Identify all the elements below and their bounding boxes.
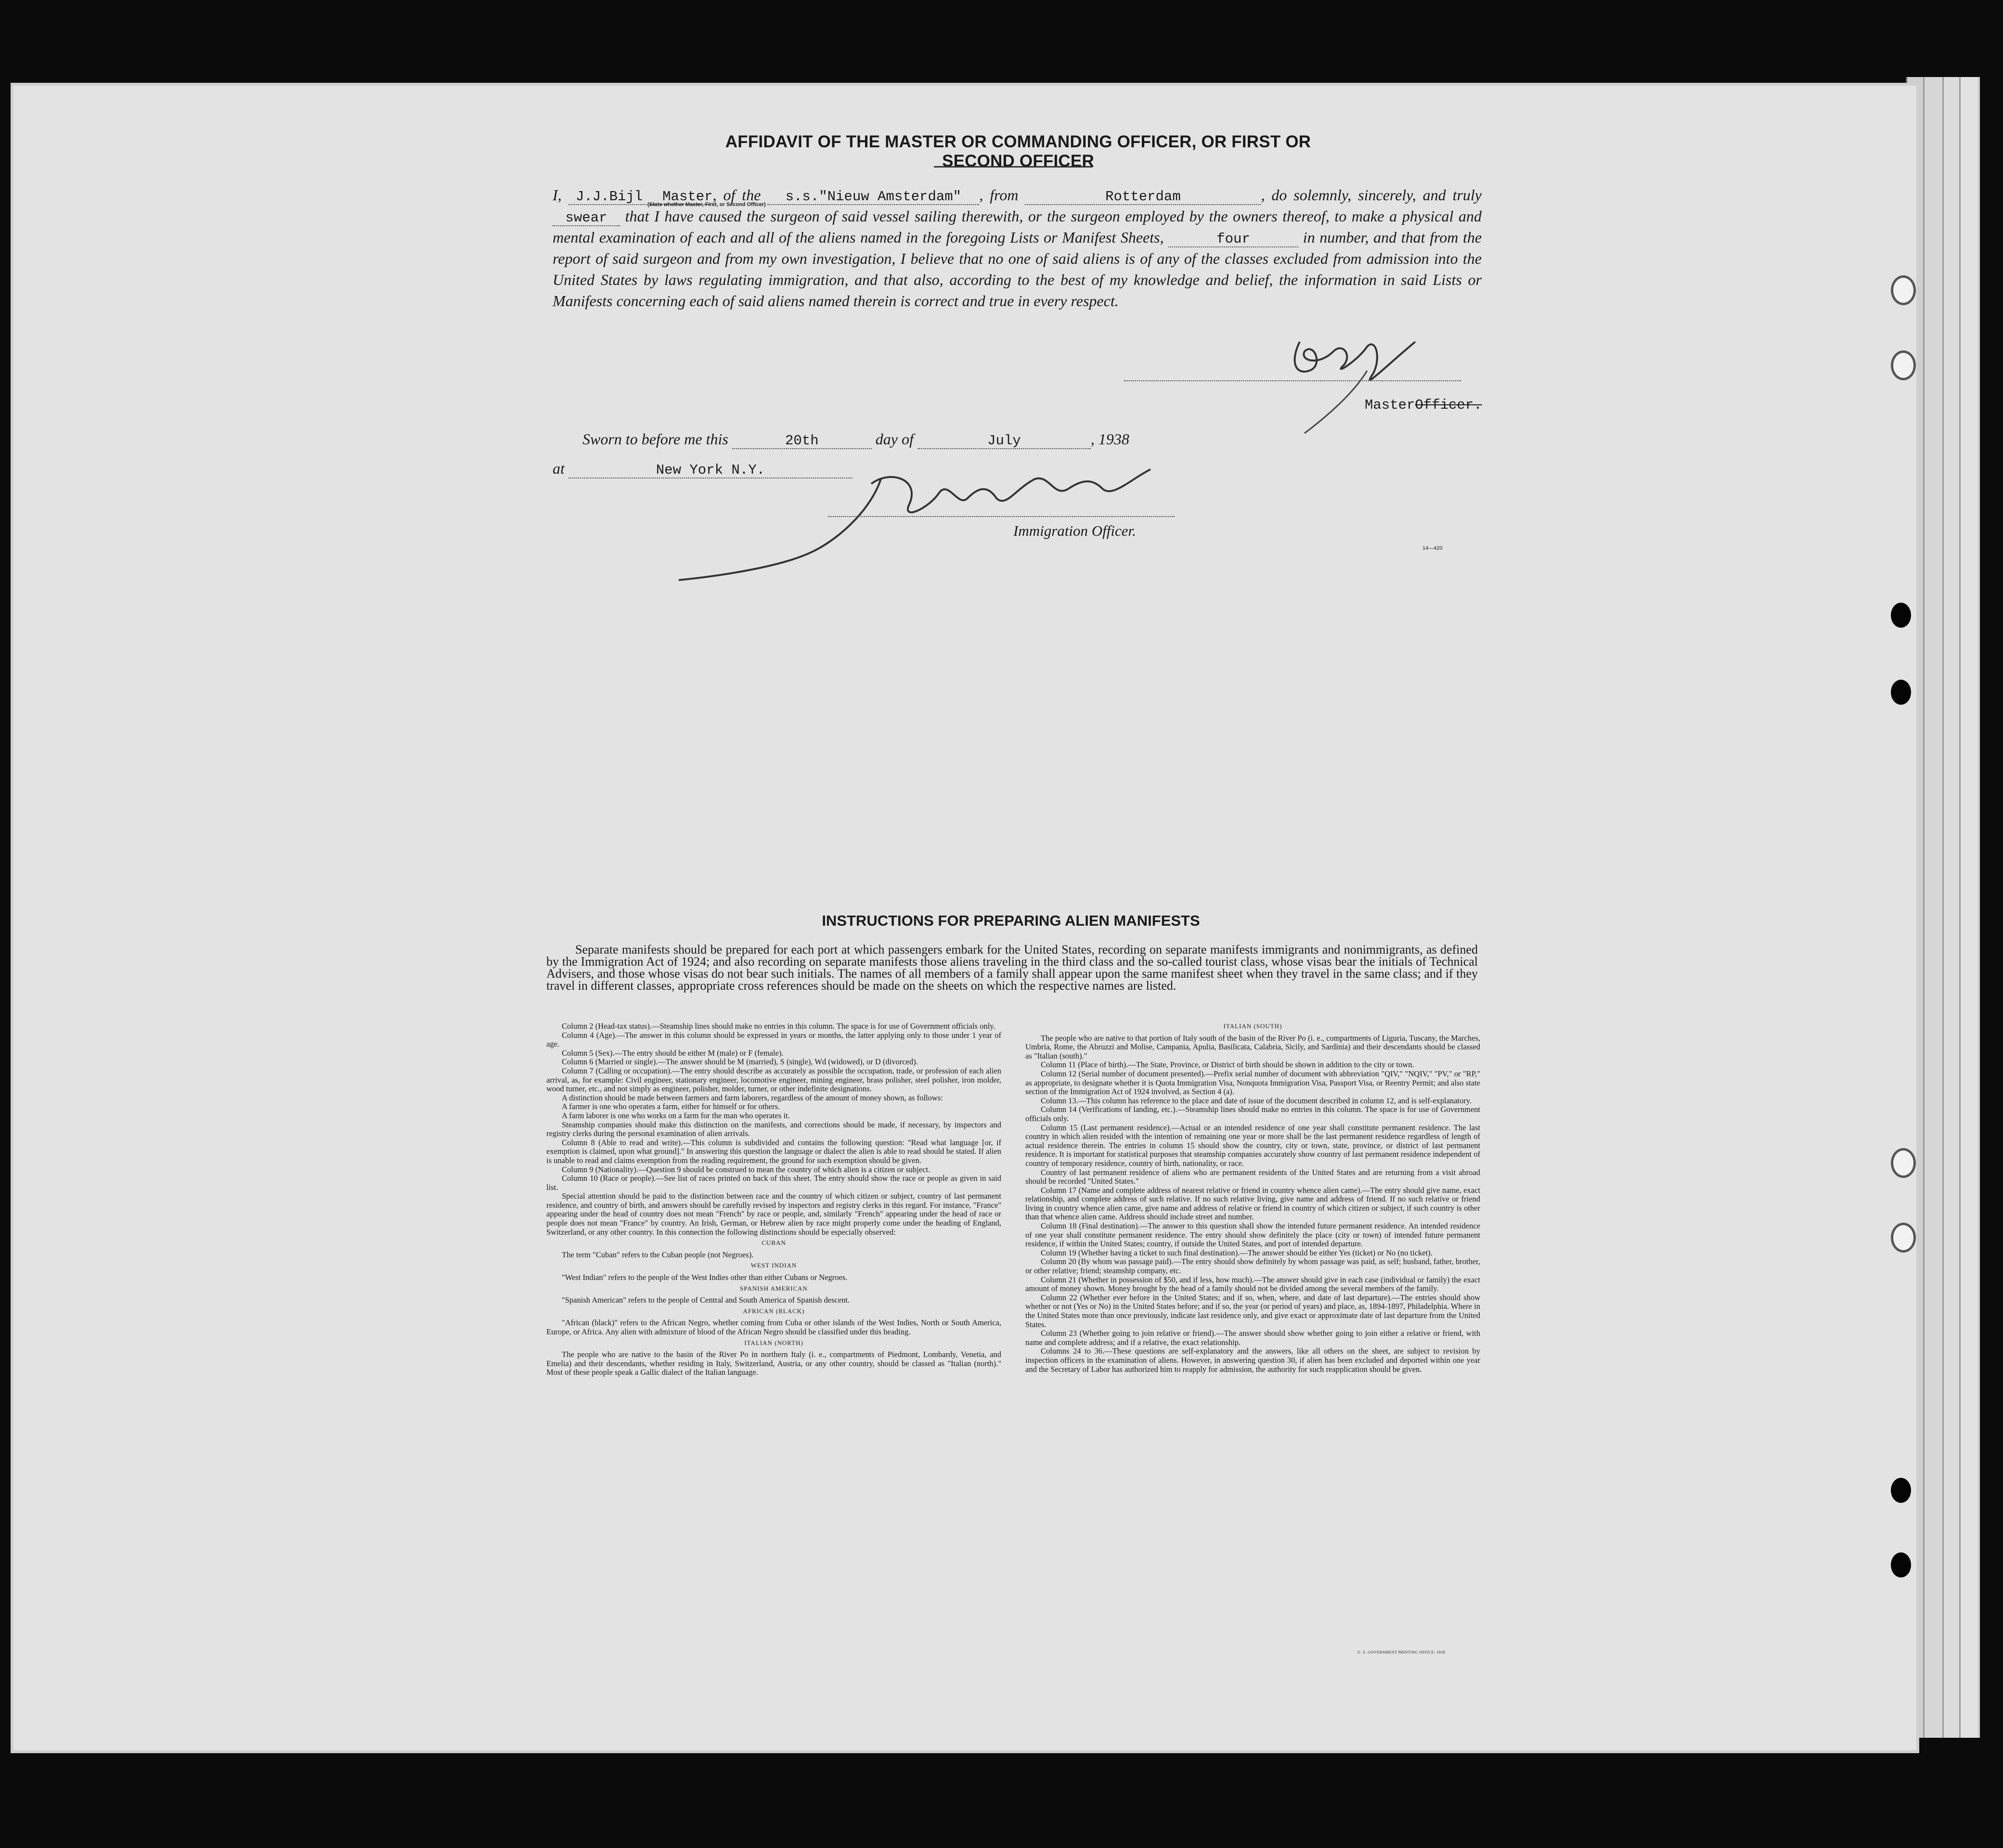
officer-signature-line — [828, 516, 1175, 517]
vessel-field: s.s."Nieuw Amsterdam" — [767, 190, 979, 205]
binder-hole — [1891, 1552, 1911, 1577]
paragraph: Column 9 (Nationality).—Question 9 should be construed to mean the country of which alien is a citizen or subject. — [562, 1164, 930, 1174]
paragraph: Column 23 (Whether going to join relative or friend).—The answer should show whether going to join either a relative or friend, with name and complete address; and if a relative, the exact relationship. — [1025, 1329, 1480, 1347]
binder-hole — [1891, 603, 1911, 628]
solemnly-text: solemnly, sincerely, and truly — [1293, 186, 1482, 204]
port-field: Rotterdam — [1025, 190, 1261, 205]
paragraph: The people who are native to that portion of Italy south of the basin of the River Po (i. e., compartments of Liguria, Tuscany, the Marches, Umbria, Rome, the Abruzzi and Molise, Campania, Apulia, Basilicata, Calabria, Sicily, and Sardinia) and their descendants should be classed as "Italian (south)." — [1025, 1033, 1480, 1060]
paragraph: A farmer is one who operates a farm, either for himself or for others. — [562, 1102, 780, 1111]
paragraph: Country of last permanent residence of aliens who are permanent residents of the United States and are returning from a visit abroad should be recorded "United States." — [1025, 1167, 1480, 1186]
paragraph: Column 8 (Able to read and write).—This column is subdivided and contains the following question: "Read what language [or, if exemption is claimed, upon what ground]." In answering this question the language or dialect the alien is able to read should be stated. If alien is unable to read and claims exemption from the reading requirement, the ground for such exemption should be given. — [546, 1137, 1001, 1165]
binder-hole — [1891, 275, 1916, 305]
instructions-right-column — [1025, 1022, 1480, 1374]
binder-hole — [1891, 350, 1916, 380]
master-label: Master — [1365, 397, 1415, 413]
paragraph: Column 6 (Married or single).—The answer should be M (married), S (single), Wd (widowed), or D (divorced). — [562, 1057, 918, 1067]
from-label: from — [990, 186, 1019, 204]
paragraph: Column 19 (Whether having a ticket to such final destination).—The answer should be either Yes (ticket) or No (no ticket). — [1041, 1248, 1433, 1257]
affidavit-body: I, J.J.Bijl Master, of the s.s."Nieuw Amsterdam" , from Rotterdam , do solemnly, sincerely, and truly swear that I have caused the surgeon of said vessel sailing therewith, or the surgeon employed by the owners thereof, to make a physical and mental examination of each and all of the aliens named in the foregoing Lists or Manifest Sheets, four in number, and that from the report of said surgeon and from my own investigation, I believe that no one of said aliens is of any of the classes excluded from admission into the United States by laws regulating immigration, and that also, according to the best of my knowledge and belief, the information in said Lists or Manifests concerning each of said aliens named therein is correct and true in every respect. — [553, 186, 1482, 310]
paragraph: Column 10 (Race or people).—See list of races printed on back of this sheet. The entry should show the race or people as given in said list. — [546, 1174, 1001, 1192]
paragraph: Column 13.—This column has reference to the place and date of issue of the document described in column 12, and is self-explanatory. — [1041, 1096, 1472, 1105]
paragraph: Special attention should be paid to the distinction between race and the country of which citizen or subject, country of last permanent residence, and country of birth, and answers should be carefully revised by inspectors and registry clerks in this regard. For instance, "France" appearing under the head of country does not mean "French" by race or people, and, similarly "French" appearing under the head of race or people does not mean "France" by country. An Irish, German, or Hebrew alien by race might properly come under the heading of England, Switzerland, or any other country. In this connection the following distinctions should be especially observed: — [546, 1191, 1001, 1237]
paragraph: Column 12 (Serial number of document presented).—Prefix serial number of document with abbreviation "QIV," "NQIV," "PV," or "RP," as appropriate, to designate whether it is Quota Immigration Visa, Nonquota Immigration Visa, Passport Visa, or Reentry Permit; and also state section of the Immigration Act of 1924 involved, as Section 4 (a). — [1025, 1069, 1480, 1097]
day-field: 20th — [732, 434, 872, 449]
paragraph: Steamship companies should make this distinction on the manifests, and corrections should be made, if necessary, by inspectors and registry clerks during the personal examination of alien arrivals. — [546, 1120, 1001, 1138]
instructions-intro: Separate manifests should be prepared for each port at which passengers embark for the United States, recording on separate manifests immigrants and nonimmigrants, as defined by the Immigration Act of 1924; and also recording on separate manifests those aliens traveling in the third class and the so-called tourist class, whose visas bear the initials of Technical Advisers, and those whose visas do not bear such initials. The names of all members of a family shall appear upon the same manifest sheet when they travel in the same class; and if they travel in different classes, appropriate cross references should be made on the sheets on which the respective names are listed. — [546, 943, 1478, 993]
affidavit-i: I, — [553, 186, 562, 204]
master-signature-line — [1124, 380, 1461, 381]
printing-office-note: U. S. GOVERNMENT PRINTING OFFICE: 1938 — [1357, 1650, 1446, 1654]
officer-signature — [669, 450, 1223, 590]
form-number: 14—420 — [1422, 545, 1443, 551]
rank-note: (State whether Master, First, or Second Officer) — [647, 202, 766, 207]
affidavit-text-2: in number, and that from the report of said surgeon and from my own investigation, I believe that no one of said aliens is of any of the classes excluded from admission into the United States by laws regulating immigration, and that also, according to the best of my knowledge and belief, the information in said Lists or Manifests concerning each of said aliens named therein is correct and true in every respect. — [553, 229, 1482, 310]
heading-cuban: CUBAN — [762, 1239, 786, 1247]
paragraph: Column 21 (Whether in possession of $50, and if less, how much).—The answer should give in each case (individual or family) the exact amount of money shown. Money brought by the head of a family should not be divided among the several members of the family. — [1025, 1275, 1480, 1293]
paragraph: "African (black)" refers to the African Negro, whether coming from Cuba or other islands of the West Indies, North or South America, Europe, or Africa. Any alien with admixture of blood of the African Negro should be classified under this heading. — [546, 1318, 1001, 1336]
at-label: at — [553, 460, 565, 477]
instructions-title: INSTRUCTIONS FOR PREPARING ALIEN MANIFESTS — [822, 912, 1200, 929]
paragraph: Column 5 (Sex).—The entry should be either M (male) or F (female). — [562, 1048, 784, 1058]
paragraph: The term "Cuban" refers to the Cuban people (not Negroes). — [562, 1250, 754, 1259]
heading-african: AFRICAN (BLACK) — [743, 1307, 805, 1315]
month-field: July — [918, 434, 1091, 449]
paragraph: Column 7 (Calling or occupation).—The entry should describe as accurately as possible the occupation, trade, or profession of each alien arrival, as, for example: Civil engineer, stationary engineer, locomotive engineer, mining engineer, brass polisher, steel polisher, iron molder, wood turner, etc., and not simply as engineer, polisher, molder, turner, or other indefinite designations. — [546, 1066, 1001, 1094]
binder-hole — [1891, 1223, 1916, 1253]
paragraph: The people who are native to the basin of the River Po in northern Italy (i. e., compartments of Piedmont, Lombardy, Venetia, and Emelia) and their descendants, whether residing in Italy, Switzerland, Austria, or any other country, should be classed as "Italian (north)." Most of these people speak a Gallic dialect of the Italian language. — [546, 1350, 1001, 1377]
paragraph: Column 11 (Place of birth).—The State, Province, or District of birth should be shown in addition to the city or town. — [1041, 1060, 1414, 1070]
binder-hole — [1891, 680, 1911, 705]
paragraph: "West Indian" refers to the people of the West Indies other than either Cubans or Negroes. — [562, 1273, 848, 1282]
place-field: New York N.Y. — [569, 463, 853, 478]
paragraph: Column 15 (Last permanent residence).—Actual or an intended residence of one year shall constitute permanent residence. The last country in which alien resided with the intention of remaining one year or more shall be the last permanent residence regardless of length of actual residence therein. The entries in column 15 should show the country, city or town, state, province, or district of last permanent residence. It is important for statistical purposes that steamship companies accurately show country of last permanent residence independent of country of temporary residence, country of birth, nationality, or race. — [1025, 1123, 1480, 1168]
paragraph: Column 4 (Age).—The answer in this column should be expressed in years or months, the latter applying only to those under 1 year of age. — [546, 1030, 1001, 1049]
paragraph: Column 2 (Head-tax status).—Steamship lines should make no entries in this column. The space is for use of Government officials only. — [562, 1021, 995, 1031]
year-label: 1938 — [1098, 430, 1129, 448]
paragraph: Column 18 (Final destination).—The answer to this question shall show the intended future permanent residence. An intended residence of one year shall constitute permanent residence. The entry should show definitely the place (city or town) of intended future permanent residence, if within the United States; country, if outside the United States, and port of intended departure. — [1025, 1221, 1480, 1249]
paragraph: Column 17 (Name and complete address of nearest relative or friend in country whence alien came).—The entry should give name, exact relationship, and complete address of such relative. If no such relative living, give name and address of friend. If no such relative or friend living in country whence alien came, give name and address of relative or friend in country of which citizen or subject, if such country is other than that whence alien came. Address should include street and number. — [1025, 1185, 1480, 1222]
paragraph: A farm laborer is one who works on a farm for the man who operates it. — [562, 1111, 790, 1120]
heading-spanish-american: SPANISH AMERICAN — [740, 1284, 808, 1292]
oath-field: swear — [553, 211, 620, 226]
paragraph: Column 14 (Verifications of landing, etc.).—Steamship lines should make no entries in this column. The space is for use of Government officials only. — [1025, 1105, 1480, 1123]
paragraph: Column 20 (By whom was passage paid).—The entry should show definitely by whom passage was paid, as self; husband, father, brother, or other relative; friend; steamship company, etc. — [1025, 1257, 1480, 1276]
paragraph: Columns 24 to 36.—These questions are self-explanatory and the answers, like all others on the sheet, are subject to revision by inspection officers in the examination of aliens. However, in answering question 30, if alien has been excluded and deported within one year and the Secretary of Labor has authorized him to reapply for admission, the authority for such reapplication should be given. — [1025, 1346, 1480, 1374]
day-of-label: day of — [875, 430, 914, 448]
binder-hole — [1891, 1148, 1916, 1178]
affidavit-text-1: that I have caused the surgeon of said vessel sailing therewith, or the surgeon employed by the owners thereof, to make a physical and mental examination of each and all of the aliens named in the foregoing Lists or Manifest Sheets, — [553, 207, 1482, 246]
heading-west-indian: WEST INDIAN — [750, 1262, 797, 1269]
do-label: do — [1271, 186, 1287, 204]
title-rule — [934, 166, 1093, 168]
sworn-text: Sworn to before me this — [582, 430, 728, 448]
paragraph: "Spanish American" refers to the people of Central and South America of Spanish descent. — [562, 1295, 850, 1305]
paragraph: Column 22 (Whether ever before in the United States; and if so, when, where, and date of last departure).—The entries should show whether or not (Yes or No) in the United States before; and if so, the year (or period of years) and place, as, 1894-1897, Philadelphia. Where in the United States more than once previously, indicate last residence only, and give exact or approximate date of last departure from the United States. — [1025, 1292, 1480, 1329]
affidavit-title: AFFIDAVIT OF THE MASTER OR COMMANDING OFFICER, OR FIRST OR SECOND OFFICER — [725, 132, 1311, 170]
master-officer-label — [1365, 397, 1482, 413]
of-the-label: of the — [723, 186, 761, 204]
instructions-left-column — [546, 1022, 1001, 1377]
sheet-count-field: four — [1168, 232, 1298, 247]
binder-hole — [1891, 1478, 1911, 1503]
immigration-officer-label: Immigration Officer. — [1013, 522, 1136, 539]
paragraph: A distinction should be made between farmers and farm laborers, regardless of the amount of money shown, as follows: — [562, 1093, 943, 1102]
officer-struck-label: Officer. — [1415, 397, 1482, 413]
heading-italian-south: ITALIAN (SOUTH) — [1223, 1022, 1282, 1030]
officer-name-field: J.J.Bijl — [569, 190, 650, 205]
sworn-line: Sworn to before me this 20th day of July , 1938 — [582, 430, 1129, 449]
officer-rank-field: Master — [650, 190, 713, 205]
heading-italian-north: ITALIAN (NORTH) — [744, 1339, 803, 1346]
